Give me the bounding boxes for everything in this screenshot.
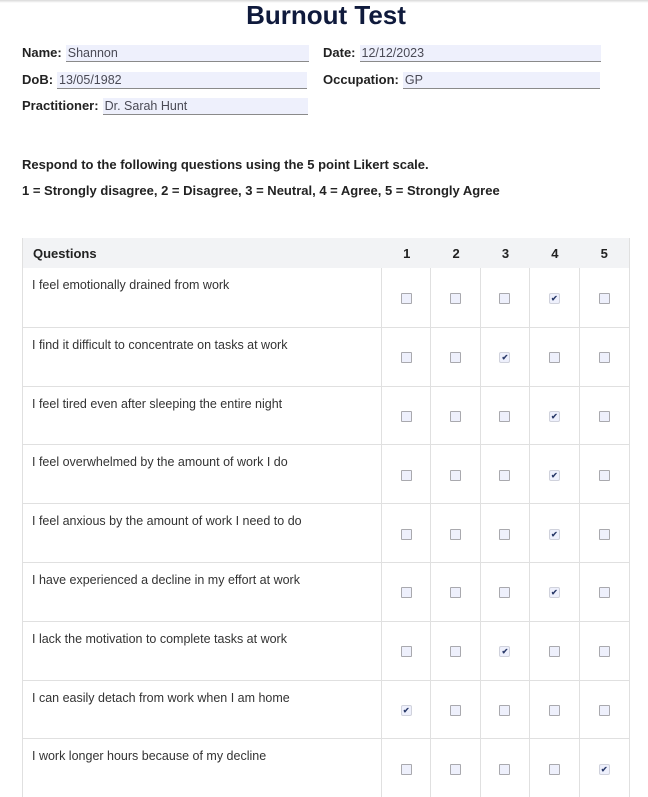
scale-header-5: 5 xyxy=(600,245,608,261)
likert-checkbox-4[interactable] xyxy=(549,764,560,775)
likert-cell-4 xyxy=(530,387,579,445)
likert-checkbox-1[interactable] xyxy=(401,529,412,540)
likert-cell-4 xyxy=(530,622,579,680)
occupation-field-group xyxy=(323,71,600,89)
likert-checkbox-5[interactable] xyxy=(599,352,610,363)
likert-checkbox-3[interactable] xyxy=(499,411,510,422)
likert-checkbox-2[interactable] xyxy=(450,411,461,422)
likert-checkbox-3[interactable] xyxy=(499,587,510,598)
likert-cell-4 xyxy=(530,739,579,797)
practitioner-input[interactable] xyxy=(103,98,308,115)
question-text: I feel anxious by the amount of work I need to do xyxy=(23,504,382,562)
likert-cell-1 xyxy=(382,504,431,562)
likert-checkbox-2[interactable] xyxy=(450,705,461,716)
question-text: I have experienced a decline in my effort at work xyxy=(23,563,382,621)
likert-cell-3 xyxy=(481,268,530,327)
likert-cell-5 xyxy=(580,387,629,445)
likert-cell-5 xyxy=(580,445,629,503)
date-input[interactable] xyxy=(360,45,601,62)
likert-cell-2 xyxy=(431,387,480,445)
likert-checkbox-5[interactable] xyxy=(599,646,610,657)
likert-checkbox-5[interactable] xyxy=(599,529,610,540)
likert-checkbox-1[interactable] xyxy=(401,352,412,363)
likert-checkbox-1[interactable] xyxy=(401,646,412,657)
likert-cell-1 xyxy=(382,268,431,327)
table-row xyxy=(23,738,629,797)
likert-checkbox-3[interactable]: ✔ xyxy=(499,352,510,363)
scale-header-2: 2 xyxy=(452,245,460,261)
table-body xyxy=(23,268,629,797)
likert-checkbox-4[interactable]: ✔ xyxy=(549,411,560,422)
likert-cell-2 xyxy=(431,622,480,680)
name-label: Name: xyxy=(22,45,62,60)
table-header xyxy=(23,238,629,268)
likert-cell-3 xyxy=(481,504,530,562)
likert-cell-5 xyxy=(580,739,629,797)
likert-cell-1 xyxy=(382,445,431,503)
date-label: Date: xyxy=(323,45,356,60)
name-input[interactable] xyxy=(66,45,309,62)
question-text: I lack the motivation to complete tasks at work xyxy=(23,622,382,680)
likert-checkbox-5[interactable] xyxy=(599,293,610,304)
likert-checkbox-2[interactable] xyxy=(450,764,461,775)
likert-checkbox-3[interactable] xyxy=(499,293,510,304)
likert-checkbox-4[interactable] xyxy=(549,646,560,657)
likert-checkbox-4[interactable]: ✔ xyxy=(549,470,560,481)
question-text: I find it difficult to concentrate on tasks at work xyxy=(23,328,382,386)
likert-cell-1 xyxy=(382,328,431,386)
likert-cell-3 xyxy=(481,387,530,445)
likert-cell-3 xyxy=(481,739,530,797)
likert-checkbox-2[interactable] xyxy=(450,646,461,657)
likert-checkbox-3[interactable] xyxy=(499,705,510,716)
likert-cell-1 xyxy=(382,739,431,797)
likert-cell-2 xyxy=(431,681,480,739)
likert-checkbox-1[interactable] xyxy=(401,587,412,598)
question-text: I feel overwhelmed by the amount of work I do xyxy=(23,445,382,503)
likert-cell-4 xyxy=(530,681,579,739)
likert-checkbox-1[interactable] xyxy=(401,293,412,304)
likert-checkbox-2[interactable] xyxy=(450,529,461,540)
scale-header-4: 4 xyxy=(551,245,559,261)
likert-checkbox-3[interactable] xyxy=(499,764,510,775)
date-field-group xyxy=(323,44,601,62)
likert-checkbox-4[interactable]: ✔ xyxy=(549,587,560,598)
scale-header-1: 1 xyxy=(403,245,411,261)
likert-cell-5 xyxy=(580,563,629,621)
likert-cell-1 xyxy=(382,622,431,680)
likert-cell-5 xyxy=(580,268,629,327)
likert-checkbox-4[interactable] xyxy=(549,705,560,716)
dob-input[interactable] xyxy=(57,72,307,89)
table-row xyxy=(23,621,629,680)
likert-cell-4 xyxy=(530,504,579,562)
instructions-line-1: Respond to the following questions using the 5 point Likert scale. xyxy=(22,157,429,172)
occupation-label: Occupation: xyxy=(323,72,399,87)
table-row xyxy=(23,386,629,445)
likert-checkbox-3[interactable]: ✔ xyxy=(499,646,510,657)
likert-checkbox-3[interactable] xyxy=(499,470,510,481)
likert-cell-3 xyxy=(481,563,530,621)
likert-checkbox-5[interactable] xyxy=(599,587,610,598)
table-row xyxy=(23,680,629,739)
likert-checkbox-2[interactable] xyxy=(450,470,461,481)
question-text: I feel emotionally drained from work xyxy=(23,268,382,327)
questions-header: Questions xyxy=(33,245,97,261)
likert-checkbox-1[interactable] xyxy=(401,764,412,775)
likert-checkbox-2[interactable] xyxy=(450,587,461,598)
occupation-input[interactable] xyxy=(403,72,600,89)
likert-checkbox-2[interactable] xyxy=(450,352,461,363)
likert-cell-3 xyxy=(481,445,530,503)
likert-cell-2 xyxy=(431,445,480,503)
likert-cell-2 xyxy=(431,739,480,797)
likert-cell-4 xyxy=(530,328,579,386)
question-text: I feel tired even after sleeping the entire night xyxy=(23,387,382,445)
likert-cell-5 xyxy=(580,504,629,562)
table-row xyxy=(23,562,629,621)
likert-cell-3 xyxy=(481,328,530,386)
likert-checkbox-5[interactable] xyxy=(599,705,610,716)
likert-cell-2 xyxy=(431,328,480,386)
likert-cell-4 xyxy=(530,268,579,327)
likert-checkbox-4[interactable]: ✔ xyxy=(549,529,560,540)
question-text: I can easily detach from work when I am home xyxy=(23,681,382,739)
likert-cell-5 xyxy=(580,681,629,739)
likert-cell-2 xyxy=(431,268,480,327)
name-field-group xyxy=(22,44,309,62)
likert-cell-3 xyxy=(481,681,530,739)
likert-cell-4 xyxy=(530,563,579,621)
table-row xyxy=(23,327,629,386)
likert-checkbox-4[interactable]: ✔ xyxy=(549,293,560,304)
practitioner-field-group xyxy=(22,97,308,115)
likert-cell-2 xyxy=(431,504,480,562)
likert-checkbox-5[interactable]: ✔ xyxy=(599,764,610,775)
table-row xyxy=(23,444,629,503)
likert-cell-3 xyxy=(481,622,530,680)
likert-cell-2 xyxy=(431,563,480,621)
table-row xyxy=(23,503,629,562)
table-row xyxy=(23,268,629,327)
dob-label: DoB: xyxy=(22,72,54,87)
likert-checkbox-3[interactable] xyxy=(499,529,510,540)
likert-checkbox-4[interactable] xyxy=(549,352,560,363)
likert-checkbox-5[interactable] xyxy=(599,411,610,422)
likert-cell-1 xyxy=(382,681,431,739)
likert-checkbox-5[interactable] xyxy=(599,470,610,481)
likert-cell-1 xyxy=(382,387,431,445)
likert-checkbox-1[interactable] xyxy=(401,470,412,481)
likert-table xyxy=(22,238,630,797)
question-text: I work longer hours because of my decline xyxy=(23,739,382,797)
instructions-line-2: 1 = Strongly disagree, 2 = Disagree, 3 = Neutral, 4 = Agree, 5 = Strongly Agree xyxy=(22,183,500,198)
scale-header-3: 3 xyxy=(501,245,510,261)
likert-checkbox-2[interactable] xyxy=(450,293,461,304)
likert-checkbox-1[interactable] xyxy=(401,411,412,422)
practitioner-label: Practitioner: xyxy=(22,98,99,113)
likert-cell-4 xyxy=(530,445,579,503)
likert-cell-5 xyxy=(580,622,629,680)
page-title: Burnout Test xyxy=(246,0,406,30)
likert-checkbox-1[interactable]: ✔ xyxy=(401,705,412,716)
likert-cell-1 xyxy=(382,563,431,621)
likert-cell-5 xyxy=(580,328,629,386)
dob-field-group xyxy=(22,71,307,89)
